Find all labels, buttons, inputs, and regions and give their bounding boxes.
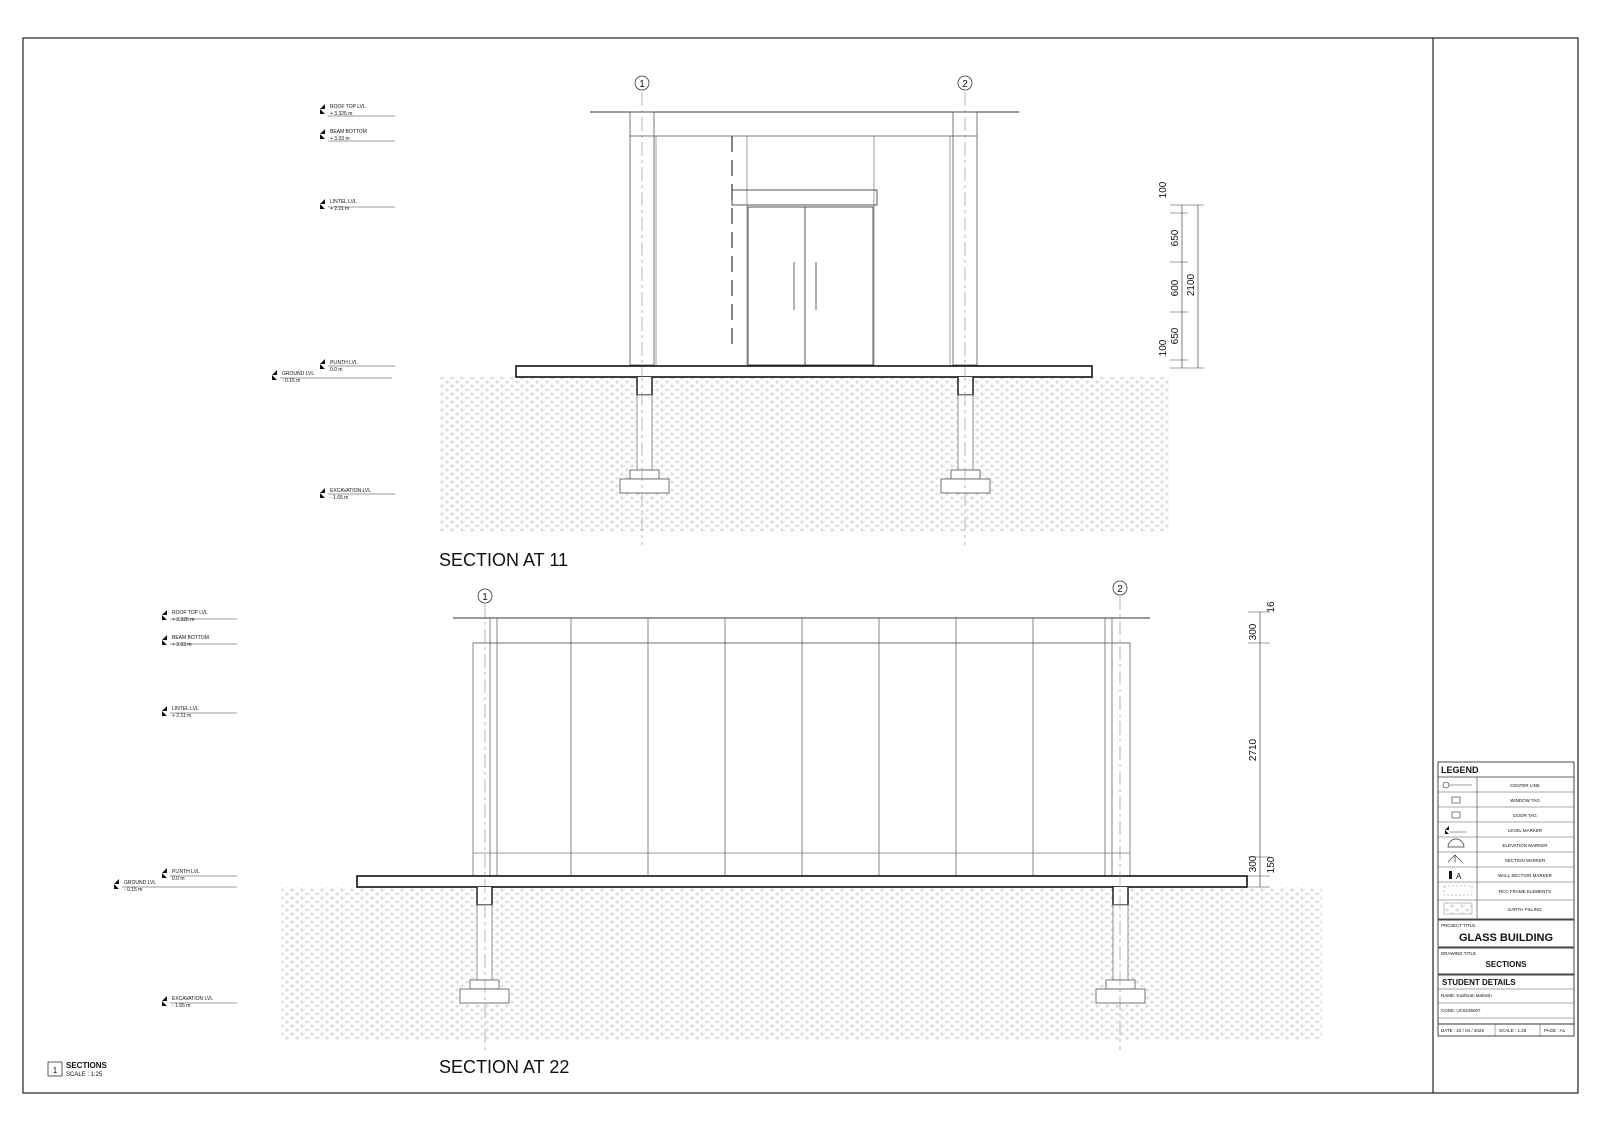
lintel-1 (732, 190, 877, 205)
section-at-11 (272, 76, 1204, 570)
svg-text:WALL SECTION MARKER: WALL SECTION MARKER (1498, 873, 1552, 878)
svg-text:+ 3.03 m: + 3.03 m (172, 642, 192, 648)
svg-text:LINTEL LVL: LINTEL LVL (172, 706, 199, 712)
wall-section-marker-icon (1449, 871, 1452, 879)
svg-text:ROOF TOP LVL: ROOF TOP LVL (330, 104, 366, 110)
level-marker (162, 996, 237, 1009)
grid-label: 1 (639, 79, 645, 90)
section-marker-icon (1448, 855, 1462, 862)
svg-text:SCALE : 1:25: SCALE : 1:25 (66, 1072, 103, 1078)
level-marker (162, 635, 237, 648)
center-line-icon (1443, 782, 1449, 788)
svg-text:ROOF TOP LVL: ROOF TOP LVL (172, 610, 208, 616)
legend-row (1438, 812, 1574, 822)
view-tag (48, 1061, 108, 1078)
svg-text:0.0 m: 0.0 m (172, 876, 185, 882)
svg-text:300: 300 (1248, 623, 1259, 641)
level-marker (320, 359, 395, 373)
level-marker (320, 129, 395, 142)
svg-text:+ 2.11 m: + 2.11 m (330, 206, 350, 212)
legend-row (1438, 782, 1574, 792)
svg-text:2710: 2710 (1248, 738, 1259, 762)
svg-text:16: 16 (1266, 601, 1277, 613)
legend-title: LEGEND (1441, 765, 1479, 775)
svg-text:GROUND LVL: GROUND LVL (282, 371, 315, 377)
svg-text:LINTEL LVL: LINTEL LVL (330, 199, 357, 205)
svg-text:ELEVATION MARKER: ELEVATION MARKER (1502, 843, 1548, 848)
legend-row (1444, 903, 1542, 914)
project-title: GLASS BUILDING (1458, 932, 1554, 944)
svg-text:A: A (1456, 872, 1462, 881)
svg-text:EXCAVATION LVL: EXCAVATION LVL (330, 488, 372, 494)
svg-text:- 1.65 m: - 1.65 m (330, 495, 349, 501)
level-marker (320, 104, 395, 117)
section-title-2: SECTION AT 22 (439, 1057, 570, 1077)
svg-text:LEVEL MARKER: LEVEL MARKER (1507, 828, 1543, 833)
student-name: NAME: Kadhiran Mahesh (1441, 993, 1492, 998)
elevation-marker-icon (1448, 839, 1464, 847)
dimension-chain-2 (1248, 601, 1277, 887)
svg-text:650: 650 (1170, 327, 1181, 345)
svg-text:+ 3.03 m: + 3.03 m (330, 136, 350, 142)
drawing-label: DRAWING TITLE (1441, 951, 1477, 956)
svg-text:BEAM BOTTOM: BEAM BOTTOM (330, 129, 367, 135)
title-block (1438, 920, 1574, 1036)
drawing-title: SECTIONS (1485, 960, 1527, 969)
level-marker (162, 868, 237, 882)
earth-fill-2 (281, 887, 1322, 1040)
svg-text:- 0.15 m: - 0.15 m (282, 378, 301, 384)
window-tag-icon (1452, 797, 1460, 803)
section-title-1: SECTION AT 11 (439, 550, 569, 570)
svg-text:+ 3.325 m: + 3.325 m (330, 111, 353, 117)
svg-text:BEAM BOTTOM: BEAM BOTTOM (172, 635, 209, 641)
svg-text:150: 150 (1266, 856, 1277, 874)
svg-text:- 0.15 m: - 0.15 m (124, 887, 143, 893)
legend (1438, 762, 1574, 919)
student-label: STUDENT DETAILS (1442, 978, 1516, 987)
svg-text:300: 300 (1248, 855, 1259, 873)
legend-row (1438, 839, 1574, 852)
level-marker (320, 199, 395, 212)
legend-row (1438, 871, 1574, 882)
grid-label: 2 (1117, 584, 1123, 595)
svg-text:600: 600 (1170, 279, 1181, 297)
svg-text:RCC FRAME ELEMENTS: RCC FRAME ELEMENTS (1498, 889, 1552, 894)
section-at-22 (114, 581, 1322, 1077)
rcc-frame-icon (1444, 886, 1472, 895)
svg-text:EARTH FILLING: EARTH FILLING (1508, 907, 1542, 912)
glass-frame-2 (473, 643, 1130, 877)
earth-fill-1 (440, 377, 1169, 533)
svg-text:WINDOW TAG: WINDOW TAG (1510, 798, 1540, 803)
svg-text:PLINTH LVL: PLINTH LVL (330, 360, 358, 366)
date-cell: DATE : 22 / 04 / 2025 (1441, 1028, 1484, 1033)
level-marker (162, 610, 237, 623)
svg-text:+ 3.325 m: + 3.325 m (172, 617, 195, 623)
svg-text:CENTER LINE: CENTER LINE (1510, 783, 1540, 788)
dimension-chain-1 (1158, 181, 1204, 368)
scale-cell: SCALE : 1:25 (1499, 1028, 1527, 1033)
earth-filling-icon (1444, 903, 1472, 914)
plinth-slab-2 (357, 876, 1247, 887)
svg-text:EXCAVATION LVL: EXCAVATION LVL (172, 996, 214, 1002)
svg-text:100: 100 (1158, 181, 1169, 199)
svg-text:SECTIONS: SECTIONS (66, 1061, 107, 1070)
svg-text:650: 650 (1170, 229, 1181, 247)
svg-text:0.0 m: 0.0 m (330, 367, 343, 373)
svg-text:2100: 2100 (1186, 273, 1197, 297)
svg-text:- 1.65 m: - 1.65 m (172, 1003, 191, 1009)
level-marker (320, 488, 395, 501)
legend-row (1438, 797, 1574, 807)
svg-text:+ 2.11 m: + 2.11 m (172, 713, 192, 719)
svg-text:PLINTH LVL: PLINTH LVL (172, 869, 200, 875)
door-1 (748, 207, 873, 365)
svg-text:GROUND LVL: GROUND LVL (124, 880, 157, 886)
page-cell: PAGE : A1 (1544, 1028, 1566, 1033)
legend-row (1438, 826, 1574, 837)
level-marker (162, 706, 237, 719)
student-code: CODE: UC8235007 (1441, 1008, 1481, 1013)
svg-text:DOOR TAG: DOOR TAG (1513, 813, 1537, 818)
legend-row (1438, 855, 1574, 867)
grid-label: 1 (482, 592, 488, 603)
svg-text:100: 100 (1158, 339, 1169, 357)
svg-text:SECTION MARKER: SECTION MARKER (1504, 858, 1546, 863)
door-tag-icon (1452, 812, 1460, 818)
plinth-slab-1 (516, 366, 1092, 377)
project-label: PROJECT TITLE (1441, 923, 1476, 928)
svg-text:1: 1 (52, 1066, 58, 1075)
level-marker-icon (1445, 826, 1449, 834)
grid-label: 2 (962, 79, 968, 90)
legend-row (1438, 886, 1574, 900)
